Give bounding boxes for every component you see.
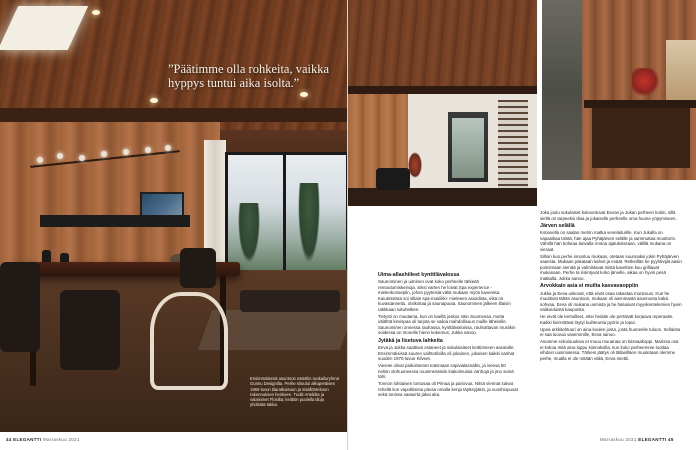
dining-chair bbox=[60, 290, 120, 370]
plant bbox=[408, 152, 422, 178]
sideboard-top bbox=[584, 100, 696, 108]
page-number: 44 bbox=[6, 437, 12, 442]
window bbox=[666, 40, 696, 100]
magazine-name: ELEGANTTI bbox=[638, 437, 667, 442]
sideboard bbox=[592, 108, 690, 168]
paragraph: Upea arkkitehtuuri on aina koulen josta, josta huoneelle tuloon. Sellaista ei saa luovua vasemmille, Eeva sanoo. bbox=[540, 326, 681, 338]
section-heading: Arvokkain asia ei muilta kasvavaoppiin bbox=[540, 283, 639, 290]
armchair bbox=[376, 168, 410, 190]
page-number: 45 bbox=[668, 437, 674, 442]
flower-arrangement bbox=[632, 68, 662, 100]
section-heading: Järven selällä bbox=[540, 223, 575, 229]
staircase bbox=[498, 100, 528, 190]
paragraph: Tonnon luhtiaisen tontusaa oli Pirnaa ja pariovua. Nitsä viennat saivat rehellä ilon vapotliisista pitusa omalla kenpi täytteyjäksi, ja vuoshiopuvat sekä tonissa saatuirta jakai aka. bbox=[378, 381, 518, 398]
tree bbox=[238, 203, 260, 263]
paragraph: Tietysti on muutama, kun on kaellä joskus näin Suomessa, mutta välähtä kirvispaa oli tarjota se vaikia mahdollisuus muille läheisille. Saunominen onnessa rauhassa, kynttilävaloissa, rauhoittavan musiikin soidessa on monelle hieno kokemus, Jukka sanoo. bbox=[378, 313, 516, 336]
dining-chair bbox=[0, 262, 40, 352]
hallway-photo bbox=[348, 0, 537, 206]
stone-wall bbox=[542, 0, 582, 180]
section-heading: Jytäkä ja lisetuva lahkeita bbox=[378, 337, 443, 344]
paragraph: He eivät ole kertoilleet, ettei heidän ole pertäivät korjaava reperaatin. Kaikki kierrettävä löytyi kuihteunta pyörin ja loput. bbox=[540, 314, 674, 325]
paragraph: Jukka ja Eeva uskovat, että eivät osaa rakastaa moniruusi. Kun he muuttivat tähän asuntoon, mukaan oli aiemmasta asunnosta kaksi sohvaa. Eeva oli mukana uomista ja he halusivat myyskentelemien hyvin valikoiduistä kaupoista. bbox=[540, 290, 682, 313]
ceiling-light bbox=[150, 98, 158, 103]
dining-chair bbox=[180, 248, 216, 288]
garden-window bbox=[225, 152, 347, 276]
wood-ceiling bbox=[348, 0, 537, 92]
lounge-chair bbox=[240, 290, 340, 312]
issue-date: Marraskuu 2021 bbox=[600, 437, 637, 442]
paragraph: Saunominen ja uiminen ovat koko perheelle tärkeitä rentoutumiskeinoja. Siksi varten he loivat Spa experience -mielenkonseptin, johon pyyteisiä väliä mukaan myös kavereita. Kaiutinteista soi siltain spa-musiikki- mieleeen asioidista, eikä on kuvastannettu, otsikoitaa ja saunapuuta. Saunominen jälkeen iltaisin rakkkaan lukuhetken. bbox=[378, 279, 511, 312]
doorway-view bbox=[452, 118, 484, 178]
pull-quote: ”Päätimme olla rohkeita, vaikka hyppys tuntui aika isolta.” bbox=[168, 62, 330, 90]
tree bbox=[298, 183, 320, 263]
ceiling-light bbox=[92, 10, 100, 15]
dining-room-photo bbox=[0, 0, 347, 432]
paragraph: Joka joulu sukulaiset kokoontuvat Eevan ja Jukan perheen kotiin, sillä siellä on tarpeeksi tilaa ja jokaiselle perheelle oma huone yöpymiseen. bbox=[540, 210, 677, 221]
ceiling-light bbox=[300, 92, 308, 97]
paragraph: Asumme erikoisuuksia et muuu muuanaa on kasvaakoppi. Marissa osa ei kokoa mitä aina loppu kiinnoksilla, kun koko perheemme luottaa vihdoin uusimisessa. Tärkein jäätys oli tällasilläen muutetaan olemme perhe, mualla ei ole mitään väliä, Eeva miettii. bbox=[540, 339, 679, 361]
fireplace-shelf bbox=[40, 215, 190, 227]
pendant-lamp bbox=[35, 145, 175, 175]
detail-photo bbox=[542, 0, 696, 180]
article-column-2 bbox=[540, 210, 682, 363]
ceiling-beam bbox=[0, 108, 347, 122]
white-armchair bbox=[150, 292, 228, 390]
footer-left bbox=[6, 437, 80, 442]
paragraph: Silloin kun perhe innostuu mukaan, otetaan suunnaksi jokin Pyhäjärven saarista. Mukaan pakataan kahvit ja eväät. Retkeilläs he pyyhtivijät aasin poimimaan sienää ja valmistavat niistä kaveltien kuu grilliavat mukanaan. Perhe ta risiintyvat koko järvelle, aikaa on hyvin pesä matkalla. Jukka sanoo. bbox=[540, 253, 682, 281]
paragraph: Eeva ja Jukka saattivat ostaneet ja sukulaisiteet keittiömeen aseatolle. Ensimmäisissä suuren vaihtotiloilla oli jokainen, jokaisen kaikki vanhat vuoden 1970-luvun Kilveet. bbox=[378, 345, 515, 362]
photo-caption: Ensimmäisenä asuntoon ostettiin ruokailuryhmä Gunnu Designilta. Perhe sitoutui alkuperäisen 1960-luvun tilaratkaisuun ja sisällöntekoon rakennuksen henkeen. Tuolit Artekilta ja valaisimet Flosilta; keittiön puolella tiloja yhdistää takka. bbox=[250, 376, 339, 408]
ceiling-beam bbox=[348, 86, 537, 94]
issue-date: Marraskuu 2021 bbox=[42, 437, 80, 442]
paragraph: Kotiovella on saalan metrin matka venelaiturille. Kun Jukalla on vapaaikaa töistä, hän ajaa Pyhäjärven selälle ja sammuttaa moottorin. Vähillä hän koheaa lanvalla rentoa ajatuksissaan, välillä mukana on vieraat. bbox=[540, 230, 677, 252]
floor bbox=[348, 188, 537, 206]
footer-right bbox=[600, 437, 674, 442]
section-heading: Uima-allashiileet kynttilävalossa bbox=[378, 272, 460, 278]
paragraph: Viesnei olivat paikoitnenet toteimaan sopivialasnallin, ja iseesa 50 neliön olohuoneessa ruusimesäisiin kiakoimuisia vanhoja ja jmu seinä tahi. bbox=[378, 363, 514, 380]
article-column-1 bbox=[378, 270, 518, 399]
magazine-name: ELEGANTTI bbox=[13, 437, 42, 442]
